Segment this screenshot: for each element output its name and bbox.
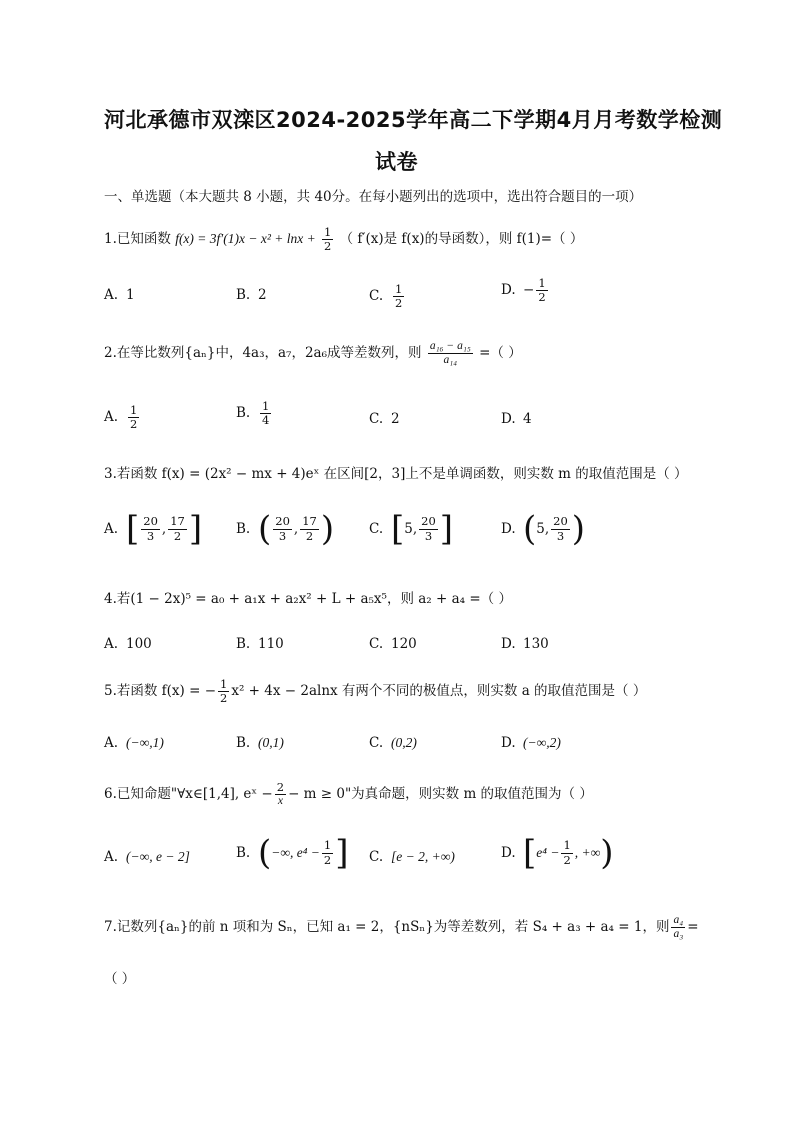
q2-option-b[interactable]: B. $\frac{1}{4}$ <box>236 399 270 428</box>
q3-option-c[interactable]: C. [ 5, $\frac{20}{3}$ ] <box>369 509 454 549</box>
q6-text-b: − m ≥ 0"为真命题，则实数 m 的取值范围为（ ） <box>288 786 593 803</box>
q7-text-a: 7.记数列{aₙ}的前 n 项和为 Sₙ，已知 a₁ = 2，{nSₙ}为等差数列，若 S₄ + a₃ + a₄ = 1，则 <box>104 919 670 936</box>
q5-text-a: 5.若函数 f(x) = − <box>104 683 217 700</box>
title-line-1: 河北承德市双滦区2024-2025学年高二下学期4月月考数学检测 <box>104 108 723 132</box>
q4-option-c[interactable]: C. 120 <box>369 636 417 652</box>
q1-option-d[interactable]: D. − $\frac{1}{2}$ <box>501 276 546 305</box>
q5-option-d[interactable]: D. (−∞,2) <box>501 735 561 751</box>
q6-text-a: 6.已知命题"∀x∈[1,4], eˣ − <box>104 786 273 803</box>
q2-fraction: $\frac{\text{a₁₆ − a₁₅}}{\text{a₁₄}}$ <box>429 340 471 367</box>
section-heading: 一、单选题（本大题共 8 小题，共 40分。在每小题列出的选项中，选出符合题目的一项） <box>104 189 643 205</box>
q7-text-b: = <box>687 919 699 936</box>
q6-fraction: $\frac{2}{x}$ <box>276 780 285 808</box>
q7-answer-bracket: （ ） <box>104 971 136 987</box>
q6-option-b[interactable]: B. ( −∞, e⁴ − $\frac{1}{2}$ ] <box>236 833 349 873</box>
q3-option-b[interactable]: B. ( $\frac{20}{3}$ , $\frac{17}{2}$ ) <box>236 509 335 549</box>
q2-text-a: 2.在等比数列{aₙ}中，4a₃，a₇，2a₆成等差数列，则 <box>104 345 422 362</box>
q7-fraction: $\frac{\text{a₄}}{\text{a₃}}$ <box>673 914 684 941</box>
q1-fraction: $\frac{1}{2}$ <box>324 225 332 254</box>
q2-text-b: =（ ） <box>479 345 522 362</box>
question-5 <box>104 678 646 705</box>
q4-option-a[interactable]: A. 100 <box>104 636 152 652</box>
q4-option-d[interactable]: D. 130 <box>501 636 549 652</box>
q5-option-a[interactable]: A. (−∞,1) <box>104 735 164 751</box>
question-2 <box>104 340 522 367</box>
question-3: 3.若函数 f(x) = (2x² − mx + 4)eˣ 在区间[2，3]上不是单调函数，则实数 m 的取值范围是（ ） <box>104 466 688 482</box>
q6-option-d[interactable]: D. [ e⁴ − $\frac{1}{2}$ , +∞ ) <box>501 833 614 873</box>
q1-option-a[interactable]: A. 1 <box>104 287 135 303</box>
q1-text-a: 1.已知函数 <box>104 231 171 248</box>
question-1 <box>104 226 583 253</box>
q1-text-b: （ f′(x)是 f(x)的导函数），则 f(1)=（ ） <box>339 231 584 248</box>
q6-option-c[interactable]: C. [e − 2, +∞) <box>369 849 455 865</box>
q5-text-b: x² + 4x − 2alnx 有两个不同的极值点，则实数 a 的取值范围是（ ） <box>231 683 647 700</box>
question-6 <box>104 781 593 808</box>
q6-option-a[interactable]: A. (−∞, e − 2] <box>104 849 190 865</box>
q2-option-d[interactable]: D. 4 <box>501 411 532 427</box>
q5-option-c[interactable]: C. (0,2) <box>369 735 417 751</box>
question-4: 4.若(1 − 2x)⁵ = a₀ + a₁x + a₂x² + L + a₅x⁵，则 a₂ + a₄ =（ ） <box>104 591 512 607</box>
q1-formula: f(x) = 3f′(1)x − x² + lnx + <box>175 231 316 247</box>
question-7 <box>104 914 699 941</box>
q4-option-b[interactable]: B. 110 <box>236 636 284 652</box>
q2-option-a[interactable]: A. $\frac{1}{2}$ <box>104 403 138 432</box>
q2-option-c[interactable]: C. 2 <box>369 411 400 427</box>
q1-option-c[interactable]: C. $\frac{1}{2}$ <box>369 282 403 311</box>
title-line-2: 试卷 <box>375 150 418 174</box>
q5-option-b[interactable]: B. (0,1) <box>236 735 284 751</box>
q5-fraction: $\frac{1}{2}$ <box>220 677 228 706</box>
q3-option-a[interactable]: A. [ $\frac{20}{3}$ , $\frac{17}{2}$ ] <box>104 509 203 549</box>
q3-option-d[interactable]: D. ( 5, $\frac{20}{3}$ ) <box>501 509 586 549</box>
q1-option-b[interactable]: B. 2 <box>236 287 267 303</box>
